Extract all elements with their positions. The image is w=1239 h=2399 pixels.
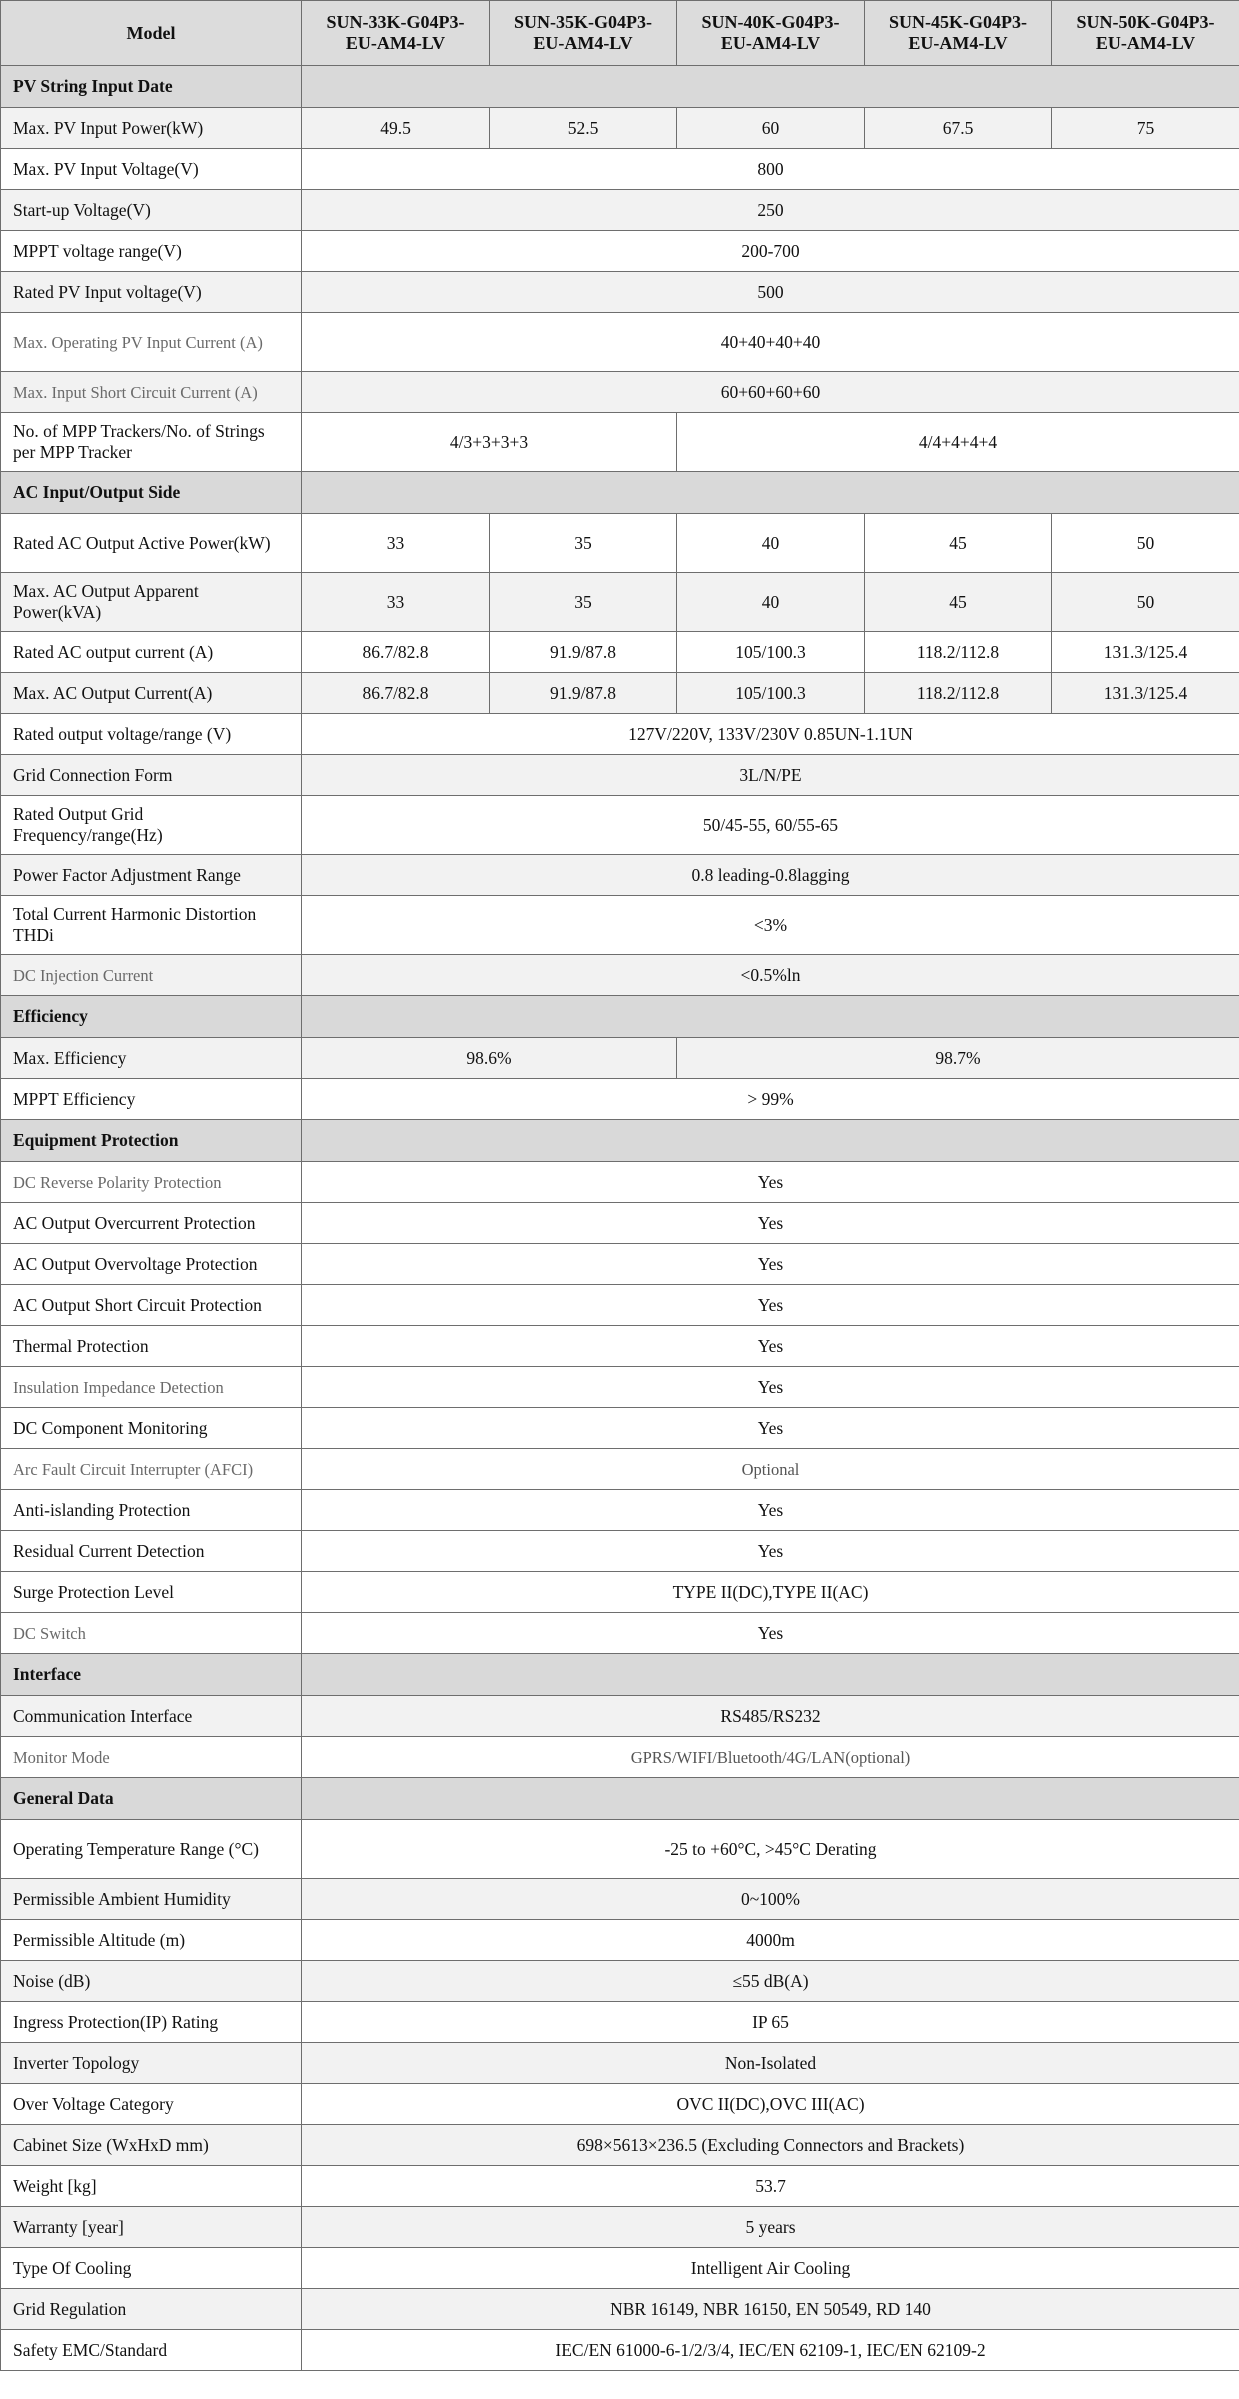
spec-value: Non-Isolated	[302, 2043, 1239, 2084]
spec-label: Inverter Topology	[1, 2043, 302, 2084]
spec-value: 0~100%	[302, 1879, 1239, 1920]
section-title: Equipment Protection	[1, 1120, 302, 1162]
spec-row	[1, 2330, 1239, 2371]
spec-value: IEC/EN 61000-6-1/2/3/4, IEC/EN 62109-1, IEC/EN 62109-2	[302, 2330, 1239, 2371]
spec-row	[1, 673, 1239, 714]
spec-value: Yes	[302, 1613, 1239, 1654]
spec-row	[1, 1285, 1239, 1326]
spec-label: Rated output voltage/range (V)	[1, 714, 302, 755]
model-header-1: SUN-33K-G04P3-EU-AM4-LV	[302, 1, 490, 66]
model-header-label: Model	[1, 1, 302, 66]
spec-label: Total Current Harmonic Distortion THDi	[1, 896, 302, 955]
spec-row	[1, 1696, 1239, 1737]
spec-row	[1, 1531, 1239, 1572]
spec-value: 33	[302, 573, 490, 632]
spec-value: 4/3+3+3+3	[302, 413, 677, 472]
spec-row	[1, 1038, 1239, 1079]
spec-label: DC Component Monitoring	[1, 1408, 302, 1449]
spec-value: 60	[677, 108, 865, 149]
spec-value: 118.2/112.8	[865, 632, 1052, 673]
spec-value: GPRS/WIFI/Bluetooth/4G/LAN(optional)	[302, 1737, 1239, 1778]
spec-value: 45	[865, 514, 1052, 573]
section-row	[1, 1778, 1239, 1820]
spec-value: 33	[302, 514, 490, 573]
spec-label: Permissible Ambient Humidity	[1, 1879, 302, 1920]
spec-row	[1, 1203, 1239, 1244]
section-row	[1, 66, 1239, 108]
spec-row	[1, 1449, 1239, 1490]
spec-row	[1, 955, 1239, 996]
section-fill	[302, 66, 1239, 108]
spec-row	[1, 313, 1239, 372]
spec-row	[1, 2166, 1239, 2207]
spec-label: Residual Current Detection	[1, 1531, 302, 1572]
spec-label: Rated Output Grid Frequency/range(Hz)	[1, 796, 302, 855]
spec-row	[1, 1879, 1239, 1920]
section-title: PV String Input Date	[1, 66, 302, 108]
spec-label: Power Factor Adjustment Range	[1, 855, 302, 896]
spec-value: Yes	[302, 1531, 1239, 1572]
spec-value: IP 65	[302, 2002, 1239, 2043]
model-header-3: SUN-40K-G04P3-EU-AM4-LV	[677, 1, 865, 66]
spec-label: Max. Operating PV Input Current (A)	[1, 313, 302, 372]
spec-label: Ingress Protection(IP) Rating	[1, 2002, 302, 2043]
spec-label: Warranty [year]	[1, 2207, 302, 2248]
spec-label: Type Of Cooling	[1, 2248, 302, 2289]
spec-label: Cabinet Size (WxHxD mm)	[1, 2125, 302, 2166]
spec-row	[1, 896, 1239, 955]
spec-value: Yes	[302, 1408, 1239, 1449]
spec-value: 50	[1052, 573, 1239, 632]
spec-value: 91.9/87.8	[490, 632, 677, 673]
spec-value: 131.3/125.4	[1052, 673, 1239, 714]
spec-value: 0.8 leading-0.8lagging	[302, 855, 1239, 896]
spec-label: Communication Interface	[1, 1696, 302, 1737]
spec-label: Thermal Protection	[1, 1326, 302, 1367]
spec-value: 98.7%	[677, 1038, 1239, 1079]
spec-label: Over Voltage Category	[1, 2084, 302, 2125]
spec-label: Rated AC output current (A)	[1, 632, 302, 673]
section-fill	[302, 1654, 1239, 1696]
spec-label: AC Output Overcurrent Protection	[1, 1203, 302, 1244]
spec-value: OVC II(DC),OVC III(AC)	[302, 2084, 1239, 2125]
spec-value: 40	[677, 514, 865, 573]
spec-label: MPPT Efficiency	[1, 1079, 302, 1120]
section-row	[1, 472, 1239, 514]
spec-row	[1, 372, 1239, 413]
spec-value: 40+40+40+40	[302, 313, 1239, 372]
spec-label: Max. PV Input Power(kW)	[1, 108, 302, 149]
spec-value: 50	[1052, 514, 1239, 573]
spec-row	[1, 2207, 1239, 2248]
spec-label: Weight [kg]	[1, 2166, 302, 2207]
section-fill	[302, 472, 1239, 514]
spec-value: 45	[865, 573, 1052, 632]
section-title: AC Input/Output Side	[1, 472, 302, 514]
spec-row	[1, 231, 1239, 272]
spec-value: 35	[490, 514, 677, 573]
spec-value: Yes	[302, 1244, 1239, 1285]
spec-value: NBR 16149, NBR 16150, EN 50549, RD 140	[302, 2289, 1239, 2330]
spec-row	[1, 1613, 1239, 1654]
spec-value: 698×5613×236.5 (Excluding Connectors and Brackets)	[302, 2125, 1239, 2166]
section-title: General Data	[1, 1778, 302, 1820]
section-row	[1, 996, 1239, 1038]
spec-row	[1, 1961, 1239, 2002]
section-fill	[302, 996, 1239, 1038]
spec-body	[1, 66, 1239, 2371]
spec-value: 5 years	[302, 2207, 1239, 2248]
spec-row	[1, 714, 1239, 755]
spec-label: Max. Efficiency	[1, 1038, 302, 1079]
spec-row	[1, 1367, 1239, 1408]
spec-value: 200-700	[302, 231, 1239, 272]
spec-value: Intelligent Air Cooling	[302, 2248, 1239, 2289]
spec-value: 131.3/125.4	[1052, 632, 1239, 673]
spec-label: Operating Temperature Range (°C)	[1, 1820, 302, 1879]
spec-value: Optional	[302, 1449, 1239, 1490]
spec-value: ≤55 dB(A)	[302, 1961, 1239, 2002]
spec-value: 49.5	[302, 108, 490, 149]
section-fill	[302, 1778, 1239, 1820]
spec-label: DC Reverse Polarity Protection	[1, 1162, 302, 1203]
spec-value: 3L/N/PE	[302, 755, 1239, 796]
spec-label: Grid Regulation	[1, 2289, 302, 2330]
spec-label: Grid Connection Form	[1, 755, 302, 796]
spec-row	[1, 2084, 1239, 2125]
spec-row	[1, 1572, 1239, 1613]
spec-value: > 99%	[302, 1079, 1239, 1120]
spec-value: Yes	[302, 1490, 1239, 1531]
spec-value: 500	[302, 272, 1239, 313]
spec-value: TYPE II(DC),TYPE II(AC)	[302, 1572, 1239, 1613]
spec-value: 60+60+60+60	[302, 372, 1239, 413]
spec-value: 98.6%	[302, 1038, 677, 1079]
spec-row	[1, 1920, 1239, 1961]
model-header-4: SUN-45K-G04P3-EU-AM4-LV	[865, 1, 1052, 66]
spec-label: Surge Protection Level	[1, 1572, 302, 1613]
spec-value: Yes	[302, 1203, 1239, 1244]
spec-row	[1, 1820, 1239, 1879]
spec-row	[1, 1408, 1239, 1449]
spec-row	[1, 1162, 1239, 1203]
spec-value: 86.7/82.8	[302, 673, 490, 714]
spec-value: 75	[1052, 108, 1239, 149]
section-row	[1, 1120, 1239, 1162]
spec-value: 50/45-55, 60/55-65	[302, 796, 1239, 855]
spec-label: Noise (dB)	[1, 1961, 302, 2002]
spec-value: 40	[677, 573, 865, 632]
spec-label: Start-up Voltage(V)	[1, 190, 302, 231]
spec-row	[1, 2248, 1239, 2289]
spec-label: AC Output Overvoltage Protection	[1, 1244, 302, 1285]
model-header-5: SUN-50K-G04P3-EU-AM4-LV	[1052, 1, 1239, 66]
spec-label: Insulation Impedance Detection	[1, 1367, 302, 1408]
spec-value: 53.7	[302, 2166, 1239, 2207]
spec-label: Safety EMC/Standard	[1, 2330, 302, 2371]
spec-row	[1, 855, 1239, 896]
spec-value: 250	[302, 190, 1239, 231]
spec-row	[1, 755, 1239, 796]
spec-label: DC Switch	[1, 1613, 302, 1654]
spec-value: 86.7/82.8	[302, 632, 490, 673]
spec-value: 52.5	[490, 108, 677, 149]
spec-value: 91.9/87.8	[490, 673, 677, 714]
spec-value: Yes	[302, 1367, 1239, 1408]
spec-value: Yes	[302, 1326, 1239, 1367]
spec-row	[1, 2125, 1239, 2166]
spec-value: <0.5%ln	[302, 955, 1239, 996]
spec-label: Rated PV Input voltage(V)	[1, 272, 302, 313]
spec-row	[1, 2002, 1239, 2043]
spec-label: Monitor Mode	[1, 1737, 302, 1778]
section-title: Efficiency	[1, 996, 302, 1038]
spec-value: 4000m	[302, 1920, 1239, 1961]
spec-label: No. of MPP Trackers/No. of Strings per MPP Tracker	[1, 413, 302, 472]
spec-value: 105/100.3	[677, 632, 865, 673]
spec-row	[1, 149, 1239, 190]
spec-row	[1, 108, 1239, 149]
spec-row	[1, 1326, 1239, 1367]
spec-label: DC Injection Current	[1, 955, 302, 996]
spec-value: -25 to +60°C, >45°C Derating	[302, 1820, 1239, 1879]
spec-value: Yes	[302, 1162, 1239, 1203]
spec-label: Max. PV Input Voltage(V)	[1, 149, 302, 190]
model-header-2: SUN-35K-G04P3-EU-AM4-LV	[490, 1, 677, 66]
spec-value: 105/100.3	[677, 673, 865, 714]
spec-value: Yes	[302, 1285, 1239, 1326]
spec-row	[1, 272, 1239, 313]
spec-row	[1, 573, 1239, 632]
spec-label: AC Output Short Circuit Protection	[1, 1285, 302, 1326]
header-row	[1, 1, 1239, 66]
spec-value: 127V/220V, 133V/230V 0.85UN-1.1UN	[302, 714, 1239, 755]
spec-row	[1, 1490, 1239, 1531]
spec-row	[1, 796, 1239, 855]
spec-label: MPPT voltage range(V)	[1, 231, 302, 272]
section-title: Interface	[1, 1654, 302, 1696]
spec-row	[1, 632, 1239, 673]
spec-row	[1, 2043, 1239, 2084]
spec-row	[1, 413, 1239, 472]
spec-label: Anti-islanding Protection	[1, 1490, 302, 1531]
spec-row	[1, 1737, 1239, 1778]
spec-value: 4/4+4+4+4	[677, 413, 1239, 472]
spec-label: Max. AC Output Apparent Power(kVA)	[1, 573, 302, 632]
spec-value: RS485/RS232	[302, 1696, 1239, 1737]
spec-row	[1, 1244, 1239, 1285]
spec-row	[1, 190, 1239, 231]
spec-label: Rated AC Output Active Power(kW)	[1, 514, 302, 573]
spec-value: 118.2/112.8	[865, 673, 1052, 714]
spec-value: 67.5	[865, 108, 1052, 149]
spec-row	[1, 2289, 1239, 2330]
spec-label: Arc Fault Circuit Interrupter (AFCI)	[1, 1449, 302, 1490]
spec-value: 800	[302, 149, 1239, 190]
section-fill	[302, 1120, 1239, 1162]
spec-label: Permissible Altitude (m)	[1, 1920, 302, 1961]
spec-label: Max. AC Output Current(A)	[1, 673, 302, 714]
spec-value: 35	[490, 573, 677, 632]
spec-row	[1, 514, 1239, 573]
spec-value: <3%	[302, 896, 1239, 955]
spec-row	[1, 1079, 1239, 1120]
section-row	[1, 1654, 1239, 1696]
spec-label: Max. Input Short Circuit Current (A)	[1, 372, 302, 413]
